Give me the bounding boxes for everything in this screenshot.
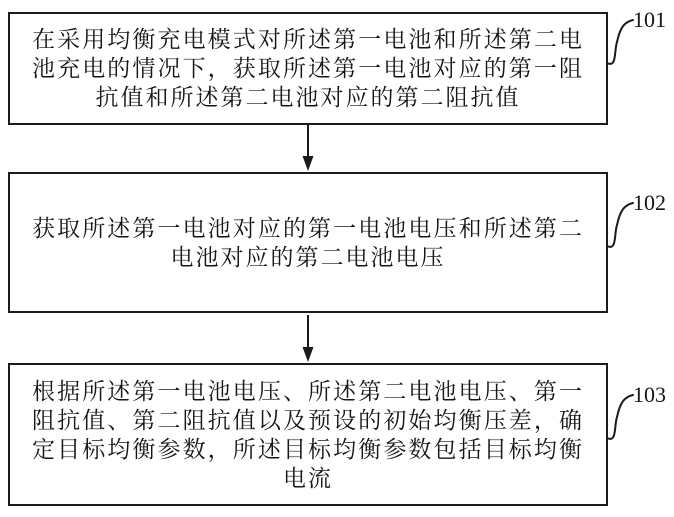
ref-label-102: 102 [633,190,666,215]
flow-step-box-103 [8,363,608,506]
flow-step-101-text-line: 抗值和所述第二电池对应的第二阻抗值 [95,85,521,110]
flow-arrow-down-icon [300,315,316,362]
flow-step-103-text-line: 电流 [283,465,333,491]
flow-step-103-text-line: 根据所述第一电池电压、所述第二电池电压、第一 [32,378,584,404]
flow-step-103-text-line: 定目标均衡参数，所述目标均衡参数包括目标均衡 [32,436,584,462]
flow-step-103-text-line: 阻抗值、第二阻抗值以及预设的初始均衡压差，确 [32,407,584,433]
flow-step-102-text-line: 获取所述第一电池对应的第一电池电压和所述第二 [32,215,584,241]
ref-label-101: 101 [633,7,666,32]
flow-arrow-down-icon [300,125,316,171]
flow-step-box-102 [8,172,608,313]
flow-step-101-text-line: 池充电的情况下，获取所述第一电池对应的第一阻 [32,56,584,81]
flow-step-box-101 [8,12,608,125]
flow-step-101-text-line: 在采用均衡充电模式对所述第一电池和所述第二电 [32,27,584,52]
flow-step-102-text-line: 电池对应的第二电池电压 [170,244,446,270]
ref-label-103: 103 [633,382,666,407]
